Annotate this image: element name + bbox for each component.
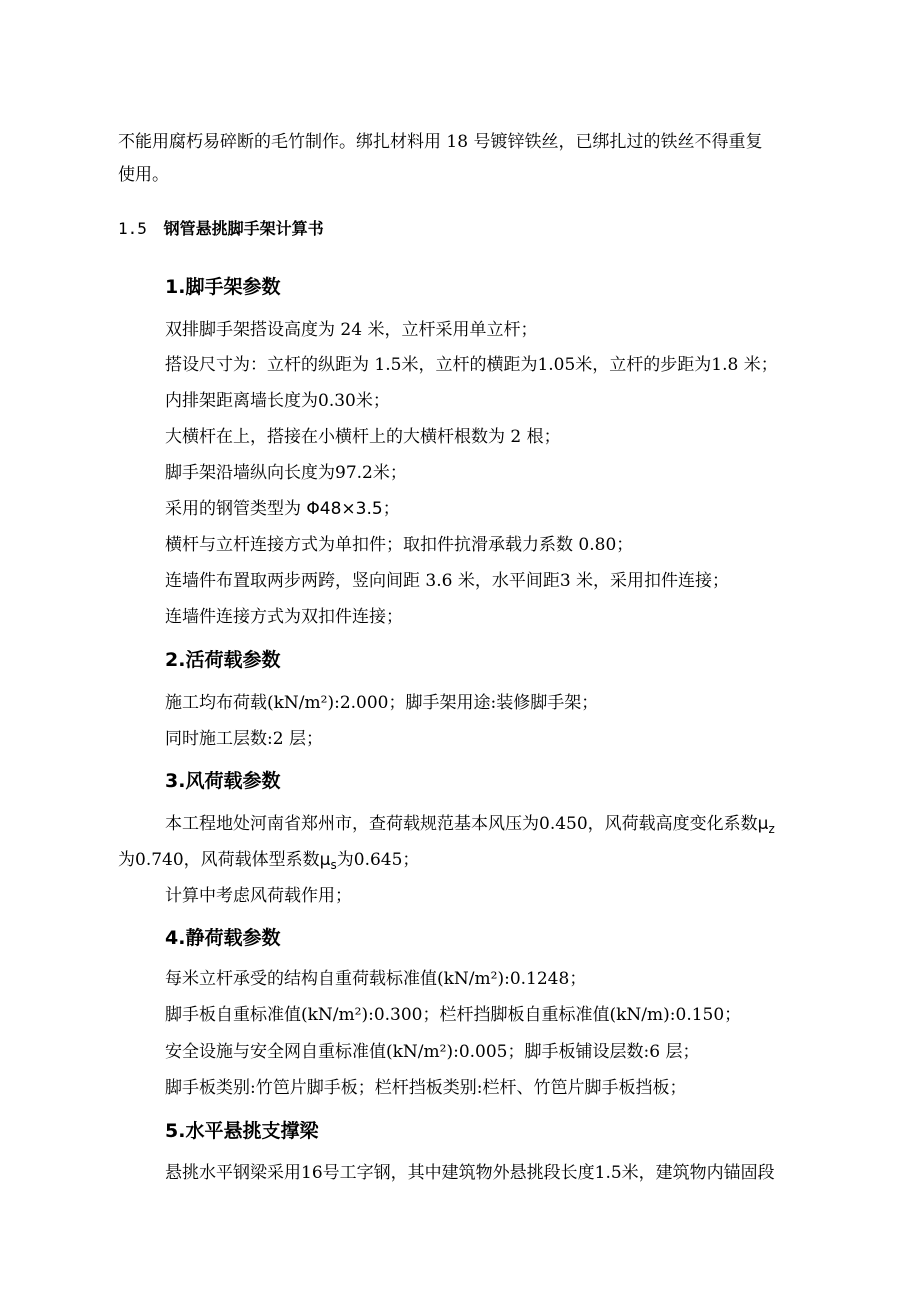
heading-3: 3.风荷载参数: [165, 770, 281, 792]
paragraph-line: 悬挑水平钢梁采用16号工字钢，其中建筑物外悬挑段长度1.5米，建筑物内锚固段: [165, 1163, 775, 1183]
paragraph-line: 脚手架沿墙纵向长度为97.2米；: [165, 463, 407, 483]
steel-type-label: 采用的钢管类型为: [165, 499, 307, 519]
paragraph-line: 大横杆在上，搭接在小横杆上的大横杆根数为 2 根；: [165, 427, 561, 447]
heading-5: 5.水平悬挑支撑梁: [165, 1120, 319, 1142]
steel-type-suffix: ；: [382, 499, 400, 519]
paragraph-line: 计算中考虑风荷载作用；: [165, 886, 352, 906]
paragraph-line: 横杆与立杆连接方式为单扣件；取扣件抗滑承载力系数 0.80；: [165, 535, 634, 555]
paragraph-line: 连墙件布置取两步两跨，竖向间距 3.6 米，水平间距3 米，采用扣件连接；: [165, 571, 730, 591]
mu-z-subscript: z: [768, 822, 775, 836]
mu-symbol: μ: [757, 814, 769, 834]
mu-symbol: μ: [319, 850, 331, 870]
steel-type-line: [165, 498, 400, 520]
mu-s-subscript: s: [330, 858, 337, 872]
paragraph-line: 安全设施与安全网自重标准值(kN/m²):0.005；脚手板铺设层数:6 层；: [165, 1042, 700, 1062]
heading-2: 2.活荷载参数: [165, 649, 281, 671]
section-number: 1.5: [118, 219, 147, 238]
paragraph-line: 脚手板自重标准值(kN/m²):0.300；栏杆挡脚板自重标准值(kN/m):0.150；: [165, 1005, 742, 1025]
paragraph-line: 每米立杆承受的结构自重荷载标准值(kN/m²):0.1248；: [165, 969, 587, 989]
paragraph-line: 同时施工层数:2 层；: [165, 729, 323, 749]
section-heading: [118, 218, 324, 240]
paragraph-line: 内排架距离墙长度为0.30米；: [165, 391, 390, 411]
paragraph-line: 施工均布荷载(kN/m²):2.000；脚手架用途:装修脚手架；: [165, 693, 599, 713]
section-title: 钢管悬挑脚手架计算书: [163, 219, 324, 238]
heading-4: 4.静荷载参数: [165, 927, 281, 949]
paragraph-line: 搭设尺寸为：立杆的纵距为 1.5米，立杆的横距为1.05米，立杆的步距为1.8 米；: [165, 355, 778, 375]
paragraph-line: 双排脚手架搭设高度为 24 米，立杆采用单立杆；: [165, 320, 538, 340]
wind-text: 为0.645；: [336, 850, 420, 870]
heading-1: 1.脚手架参数: [165, 276, 281, 298]
intro-line-2: 使用。: [118, 165, 169, 185]
wind-text: 为0.740，风荷载体型系数: [118, 850, 320, 870]
wind-line-2: [118, 849, 419, 876]
paragraph-line: 脚手板类别:竹笆片脚手板；栏杆挡板类别:栏杆、竹笆片脚手板挡板；: [165, 1078, 687, 1098]
steel-type-value: Φ48×3.5: [306, 499, 383, 519]
wind-line-1: [165, 813, 775, 840]
intro-line-1: 不能用腐朽易碎断的毛竹制作。绑扎材料用 18 号镀锌铁丝，已绑扎过的铁丝不得重复: [118, 132, 763, 152]
paragraph-line: 连墙件连接方式为双扣件连接；: [165, 607, 403, 627]
wind-text: 本工程地处河南省郑州市，查荷载规范基本风压为0.450，风荷载高度变化系数: [165, 814, 758, 834]
